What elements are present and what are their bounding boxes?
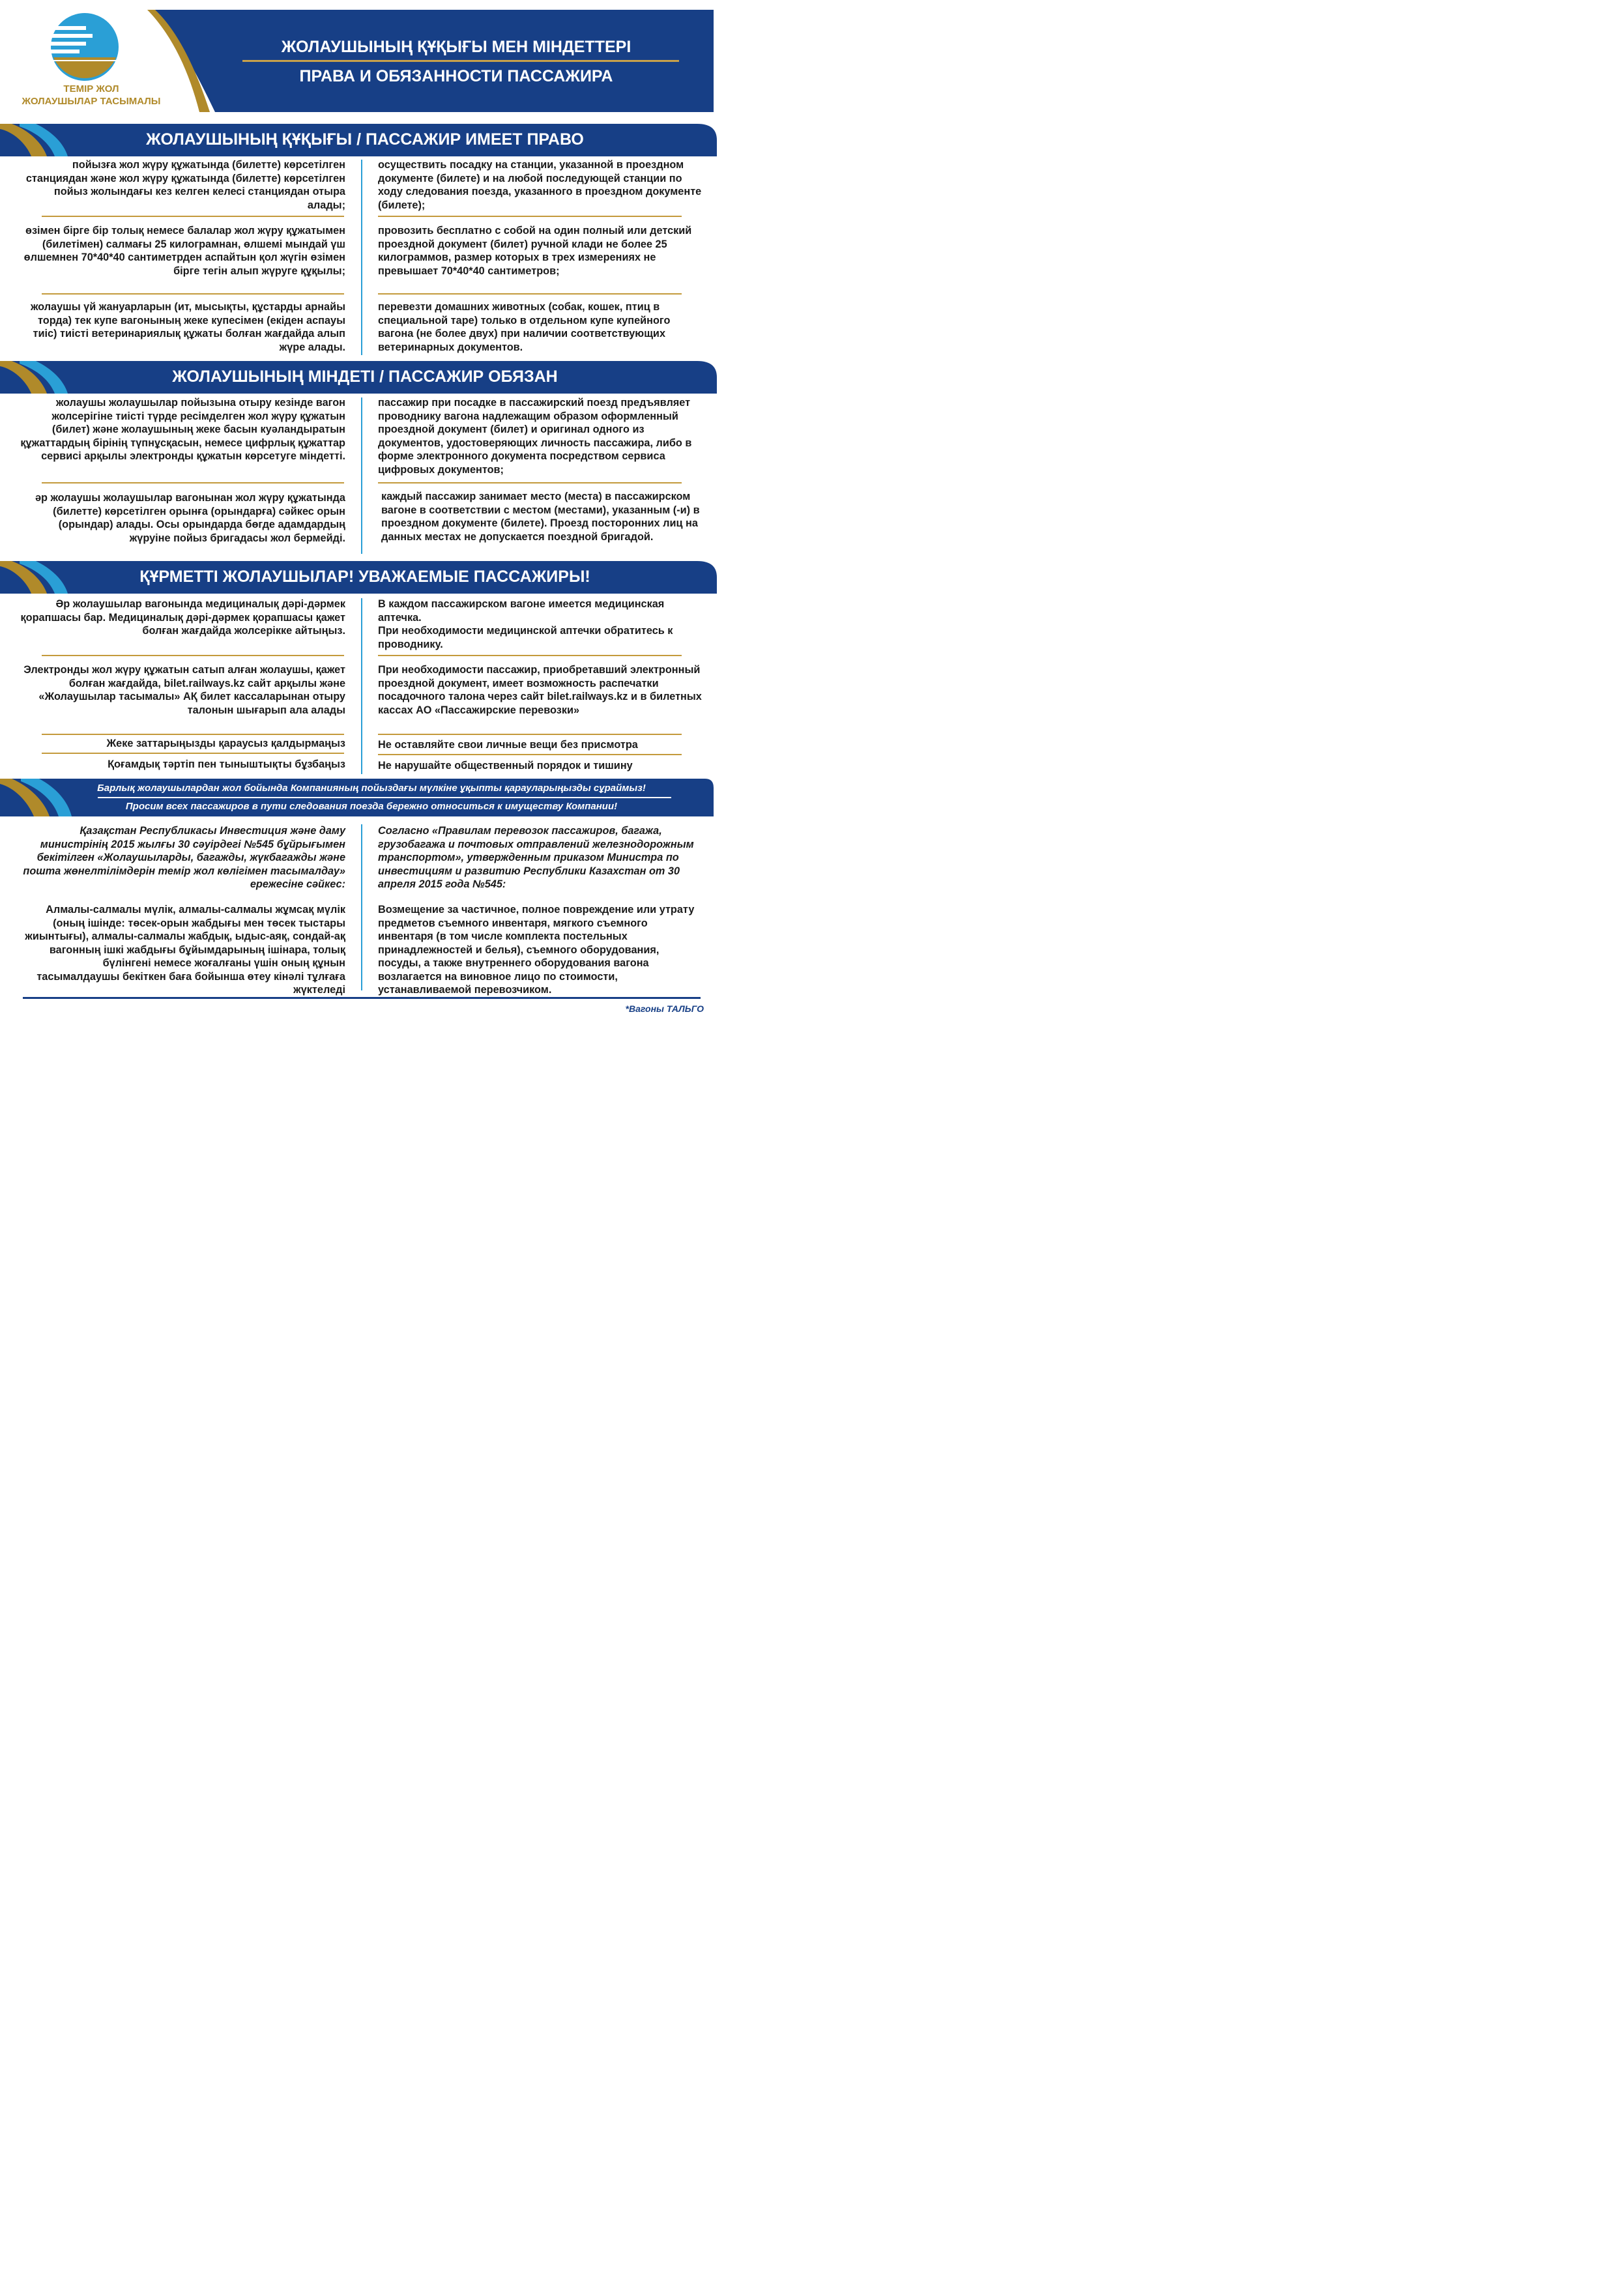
separator [42, 482, 344, 483]
notice-text-ru: Просим всех пассажиров в пути следования поезда бережно относиться к имуществу Компании! [125, 801, 618, 812]
section-title-duties: ЖОЛАУШЫНЫҢ МІНДЕТІ / ПАССАЖИР ОБЯЗАН [172, 368, 558, 386]
dear-item-3-ru: Не оставляйте свои личные вещи без присмотра [378, 739, 638, 751]
page-title-kz: ЖОЛАУШЫНЫҢ ҚҰҚЫҒЫ МЕН МІНДЕТТЕРІ [281, 38, 631, 56]
column-divider [361, 397, 362, 554]
separator [378, 216, 682, 217]
separator [42, 753, 344, 754]
column-divider [361, 824, 362, 990]
title-divider [242, 60, 679, 62]
rights-item-1-ru: осуществить посадку на станции, указанной в проездном документе (билете) и на любой последующей станции по ходу следования поезда, указанного в проездном документе (билете); [378, 159, 702, 211]
separator [378, 754, 682, 755]
section-title-rights: ЖОЛАУШЫНЫҢ ҚҰҚЫҒЫ / ПАССАЖИР ИМЕЕТ ПРАВО [146, 130, 584, 149]
footnote: *Вагоны ТАЛЬГО [625, 1003, 704, 1014]
column-divider [361, 160, 362, 355]
separator [42, 734, 344, 735]
dear-item-1-ru: В каждом пассажирском вагоне имеется медицинская аптечка. При необходимости медицинской аптечки обратитесь к проводнику. [378, 598, 673, 650]
separator [42, 293, 344, 295]
notice-divider [98, 797, 671, 798]
logo-text-line2: ЖОЛАУШЫЛАР ТАСЫМАЛЫ [22, 96, 161, 107]
notice-text-kz: Барлық жолаушылардан жол бойында Компанияның пойыздағы мүлкіне ұқыпты қарауларыңызды сұраймыз! [97, 783, 646, 794]
logo-text-line1: ТЕМІР ЖОЛ [63, 83, 119, 94]
column-divider [361, 598, 362, 774]
section-banner-rights [0, 124, 723, 156]
rights-item-3-ru: перевезти домашних животных (собак, кошек, птиц в специальной таре) только в отдельном купе купейного вагона (не более двух) при наличии соответствующих ветеринарных документов. [378, 301, 671, 353]
separator [42, 216, 344, 217]
separator [42, 655, 344, 656]
separator [378, 482, 682, 483]
dear-item-4-kz: Қоғамдық тәртіп пен тыныштықты бұзбаңыз [108, 758, 345, 770]
section-title-dear: ҚҰРМЕТТІ ЖОЛАУШЫЛАР! УВАЖАЕМЫЕ ПАССАЖИРЫ! [139, 568, 590, 586]
rights-item-2-ru: провозить бесплатно с собой на один полный или детский проездной документ (билет) ручной клади не более 25 килограммов, размер которых в трех измерениях не превышает 70*40*40 сантиметров; [378, 225, 692, 277]
separator [378, 293, 682, 295]
rights-item-3-kz: жолаушы үй жануарларын (ит, мысықты, құстарды арнайы торда) тек купе вагонының жеке купесімен (екіден аспауы тиіс) тиісті ветеринариялық құжаты болған жағдайда алып жүре алады. [31, 301, 345, 353]
dear-item-4-ru: Не нарушайте общественный порядок и тишину [378, 760, 633, 772]
section-banner-duties [0, 361, 723, 394]
rules-body-ru: Возмещение за частичное, полное повреждение или утрату предметов съемного инвентаря, мягкого съемного инвентаря (в том числе комплекта постельных принадлежностей и белья), съемного оборудования, посуды, а также внутреннего оборудования вагона возлагается на виновное лицо по стоимости, устанавливаемой перевозчиком. [378, 904, 695, 996]
page-title-ru: ПРАВА И ОБЯЗАННОСТИ ПАССАЖИРА [299, 67, 613, 85]
rights-item-2-kz: өзімен бірге бір толық немесе балалар жол жүру құжатымен (билетімен) салмағы 25 килограмнан, өлшемі мындай үш өлшемнен 70*40*40 сантиметрден аспайтын қол жүгін өзімен бірге тегін алып жүруге құқылы; [23, 225, 345, 277]
dear-item-2-kz: Электронды жол жүру құжатын сатып алған жолаушы, қажет болған жағдайда, bilet.railways.kz сайт арқылы және «Жолаушылар тасымалы» АҚ билет кассаларынан отыру талонын шығарып ала алады [23, 664, 345, 716]
rules-intro-ru: Согласно «Правилам перевозок пассажиров, багажа, грузобагажа и почтовых отправлений железнодорожным транспортом», утвержденным приказом Министра по инвестициям и развитию Республики Казахстан от 30 апреля 2015 года №545: [378, 825, 694, 890]
duties-item-1-ru: пассажир при посадке в пассажирский поезд предъявляет проводнику вагона надлежащим образом оформленный проездной документ (билет) и оригинал одного из документов, удостоверяющих личность пассажира, либо в форме электронного документа посредством сервиса цифровых документов; [378, 397, 692, 476]
bottom-rule [23, 997, 701, 999]
rules-body-kz: Алмалы-салмалы мүлік, алмалы-салмалы жұмсақ мүлік (оның ішінде: төсек-орын жабдығы мен төсек тыстары жиынтығы), алмалы-салмалы жабдық, ыдыс-аяқ, сондай-ақ вагонның ішкі жабдығы бұйымдарының ішінара, толық бүлінгені немесе жоғалғаны үшін оның құнын тасымалдаушы бекіткен баға бойынша өтеу кінәлі тұлғаға жүктеледі [25, 904, 345, 996]
separator [378, 655, 682, 656]
duties-item-1-kz: жолаушы жолаушылар пойызына отыру кезінде вагон жолсерігіне тиісті түрде ресімделген жол жүру құжатын (билет) және жолаушының жеке басын куәландыратын құжаттардың бірінің түпнұсқасын, немесе цифрлық құжаттар сервисі арқылы электронды құжатын көрсетуге міндетті. [20, 397, 345, 462]
separator [378, 734, 682, 735]
dear-item-1-kz: Әр жолаушылар вагонында медициналық дәрі-дәрмек қорапшасы бар. Медициналық дәрі-дәрмек қорапшасы қажет болған жағдайда жолсерікке айтыңыз. [20, 598, 345, 637]
section-banner-dear [0, 561, 723, 594]
rights-item-1-kz: пойызға жол жүру құжатында (билетте) көрсетілген станциядан және жол жүру құжатында (билетте) көрсетілген пойыз жолындағы кез келген келесі станциядан отыра алады; [25, 159, 345, 211]
dear-item-3-kz: Жеке заттарыңызды қараусыз қалдырмаңыз [106, 738, 345, 749]
dear-item-2-ru: При необходимости пассажир, приобретавший электронный проездной документ, имеет возможность распечатки посадочного талона через сайт bilet.railways.kz и в билетных кассах АО «Пассажирские перевозки» [378, 664, 702, 716]
duties-item-2-kz: әр жолаушы жолаушылар вагонынан жол жүру құжатында (билетте) көрсетілген орынға (орындарға) сәйкес орын (орындар) алады. Осы орындарда бөгде адамдардың жүруіне пойыз бригадасы жол бермейді. [35, 492, 345, 544]
duties-item-2-ru: каждый пассажир занимает место (места) в пассажирском вагоне в соответствии с местом (местами), указанным (-и) в проездном документе (билете). Проезд посторонних лиц на данных местах не допускается поездной бригадой. [381, 491, 700, 543]
rules-intro-kz: Қазақстан Республикасы Инвестиция және даму министрінің 2015 жылғы 30 сәуірдегі №545 бұйрығымен бекітілген «Жолаушыларды, багажды, жүкбагажды және пошта жөнелтілімдерін темір жол көлігімен тасымалдау» ережесіне сәйкес: [23, 825, 345, 890]
